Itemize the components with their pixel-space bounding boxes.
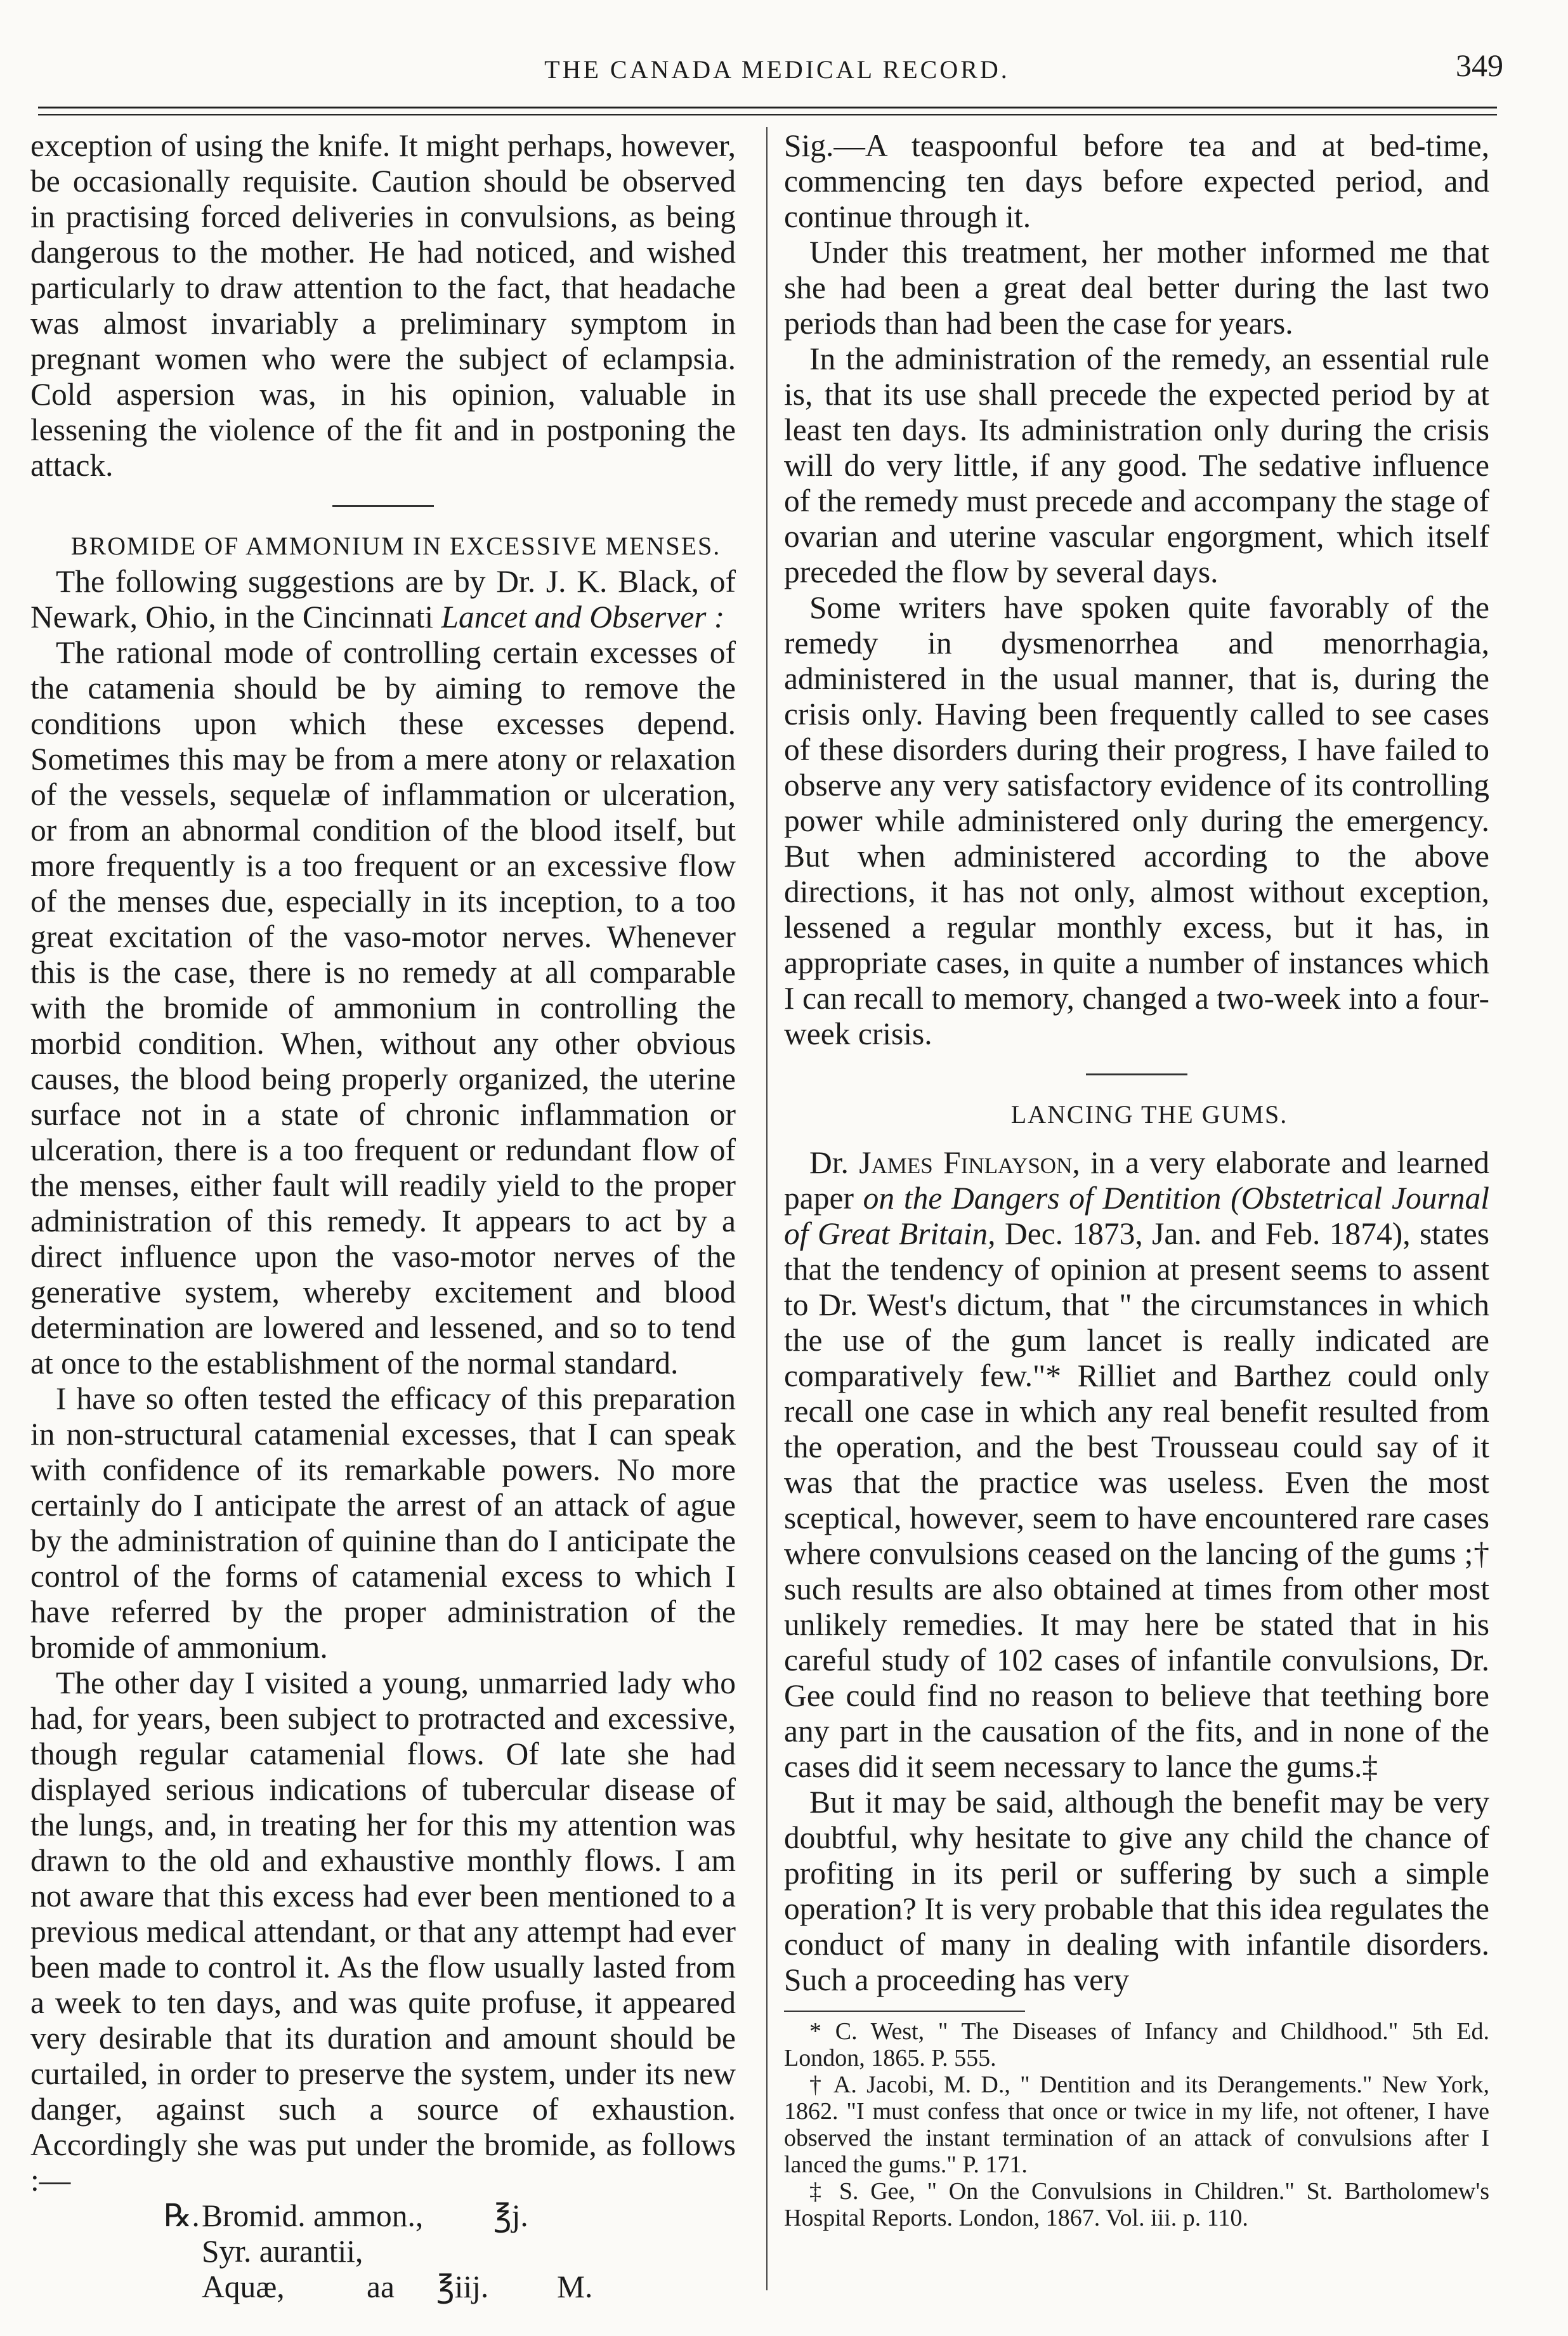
header-rule-top — [38, 107, 1497, 108]
intro-paragraph: exception of using the knife. It might perhaps, however, be occasionally requisite. Caution should be observed in practising forced deliveries in convulsions, as being dangerous to the mother. He had noticed, and wished particularly to draw attention to the fact, that headache was almost invariably a preliminary symptom in pregnant women who were the subject of eclampsia. Cold aspersion was, in his opinion, valuable in lessening the violence of the fit and in postponing the attack. — [30, 128, 736, 483]
footnote: ‡ S. Gee, " On the Convulsions in Children." St. Bartholomew's Hospital Reports. London, 1867. Vol. iii. p. 110. — [784, 2178, 1489, 2231]
attribution-journal: Lancet and Observer : — [441, 600, 725, 634]
body-paragraph: The other day I visited a young, unmarried lady who had, for years, been subject to protracted and excessive, though regular catamenial flows. Of late she had displayed serious indications of tubercular disease of the lungs, and, in treating her for this my attention was drawn to the old and exhaustive monthly flows. I am not aware that this excess had ever been mentioned to a previous medical attendant, or that any attempt had ever been made to control it. As the flow usually lasted from a week to ten days, and was quite profuse, it appeared very desirable that its duration and amount should be curtailed, in order to preserve the system, under its new danger, against such a source of exhaustion. Accordingly she was put under the bromide, as follows :— — [30, 1665, 736, 2198]
lancing-mid: in a very elaborate and learned paper — [784, 1145, 1489, 1216]
recipe-symbol: ℞. — [164, 2198, 200, 2233]
lancing-start: Dr. — [809, 1145, 849, 1180]
header-rule-bottom — [38, 114, 1497, 115]
sig-paragraph: Sig.—A teaspoonful before tea and at bed-time, commencing ten days before expected period, and continue through it. — [784, 128, 1489, 234]
right-column — [784, 128, 1489, 2231]
attribution-text: The following suggestions are by Dr. J. K. Black, of Newark, Ohio, in the Cincinnati — [30, 564, 736, 634]
attribution-paragraph — [30, 564, 736, 635]
prescription-aa: aa — [367, 2269, 395, 2304]
prescription-line-1 — [30, 2198, 736, 2234]
body-paragraph: I have so often tested the efficacy of this preparation in non-structural catamenial excesses, that I can speak with confidence of its remarkable powers. No more certainly do I anticipate the arrest of an attack of ague by the administration of quinine than do I anticipate the control of the forms of catamenial excess to which I have referred by the proper administration of the bromide of ammonium. — [30, 1381, 736, 1665]
section-title-bromide: BROMIDE OF AMMONIUM IN EXCESSIVE MENSES. — [70, 532, 721, 560]
prescription-line-3 — [30, 2269, 736, 2305]
section-divider — [1086, 1073, 1187, 1075]
prescription-line-2 — [30, 2234, 736, 2269]
lancing-author: James Finlayson, — [859, 1145, 1080, 1180]
left-column — [30, 128, 736, 2305]
body-paragraph: The rational mode of controlling certain excesses of the catamenia should be by aiming to remove the conditions upon which these excesses depend. Sometimes this may be from a mere atony or relaxation of the vessels, sequelæ of inflammation or ulceration, or from an abnormal condition of the blood itself, but more frequently is a too frequent or an excessive flow of the menses due, especially in its inception, to a too great excitation of the vaso-motor nerves. Whenever this is the case, there is no remedy at all comparable with the bromide of ammonium in controlling the morbid condition. When, without any other obvious causes, the blood being properly organized, the uterine surface not in a state of chronic inflammation or ulceration, there is a too frequent or redundant flow of the menses, either fault will readily yield to the proper administration of this remedy. It appears to act by a direct influence upon the vaso-motor nerves of the generative system, whereby excitement and blood determination are lowered and lessened, and so to tend at once to the establishment of the normal standard. — [30, 635, 736, 1381]
footnote-rule — [784, 2011, 1025, 2012]
page-header — [38, 44, 1516, 89]
body-paragraph: In the administration of the remedy, an essential rule is, that its use shall precede the expected period by at least ten days. Its administration only during the crisis will do very little, if any good. The sedative influence of the remedy must precede and accompany the stage of ovarian and uterine vascular engorgment, which itself preceded the flow by several days. — [784, 341, 1489, 589]
page-number: 349 — [1456, 48, 1503, 83]
prescription-quantity: ℥j. — [493, 2198, 528, 2233]
prescription-ingredient: Bromid. ammon., — [202, 2198, 424, 2233]
footnote: † A. Jacobi, M. D., " Dentition and its Derangements." New York, 1862. "I must confess that once or twice in my life, not oftener, I have observed the instant termination of an attack of convulsions after I lanced the gums." P. 171. — [784, 2071, 1489, 2178]
body-paragraph: Under this treatment, her mother informed me that she had been a great deal better during the last two periods than had been the case for years. — [784, 235, 1489, 341]
journal-title: THE CANADA MEDICAL RECORD. — [544, 55, 1010, 84]
prescription-quantity: ℥iij. — [436, 2269, 489, 2304]
body-paragraph: But it may be said, although the benefit may be very doubtful, why hesitate to give any child the chance of profiting in its peril or suffering by such a simple operation? It is very probable that this idea regulates the conduct of many in dealing with infantile disorders. Such a proceeding has very — [784, 1785, 1489, 1997]
section-title-lancing: LANCING THE GUMS. — [1010, 1100, 1288, 1129]
prescription-misce: M. — [557, 2269, 593, 2304]
lancing-paragraph — [784, 1145, 1489, 1785]
body-paragraph: Some writers have spoken quite favorably of the remedy in dysmenorrhea and menorrhagia, administered in the usual manner, that is, during the crisis only. Having been frequently called to see cases of these disorders during their progress, I have failed to observe any very satisfactory evidence of its controlling power while administered only during the emergency. But when administered according to the above directions, it has not only, almost without exception, lessened a regular monthly excess, but it has, in appropriate cases, in quite a number of instances which I can recall to memory, changed a two-week into a four-week crisis. — [784, 590, 1489, 1051]
prescription-ingredient: Syr. aurantii, — [202, 2234, 363, 2269]
prescription-ingredient: Aquæ, — [202, 2269, 285, 2304]
lancing-title: on the Dangers of Dentition (Obstetrical Journal of Great Britain, — [784, 1181, 1489, 1251]
section-divider — [332, 505, 434, 507]
footnote: * C. West, " The Diseases of Infancy and Childhood." 5th Ed. London, 1865. P. 555. — [784, 2018, 1489, 2071]
lancing-rest: Dec. 1873, Jan. and Feb. 1874), states that the tendency of opinion at present seems to assent to Dr. West's dictum, that " the circumstances in which the use of the gum lancet is really indicated are comparatively few."* Rilliet and Barthez could only recall one case in which any real benefit resulted from the operation, and the best Trousseau could say of it was that the practice was useless. Even the most sceptical, however, seem to have encountered rare cases where convulsions ceased on the lancing of the gums ;† such results are also obtained at times from other most unlikely remedies. It may here be stated that in his careful study of 102 cases of infantile convulsions, Dr. Gee could find no reason to believe that teething bore any part in the causation of the fits, and in none of the cases did it seem necessary to lance the gums.‡ — [784, 1216, 1489, 1784]
column-divider — [766, 127, 768, 2290]
